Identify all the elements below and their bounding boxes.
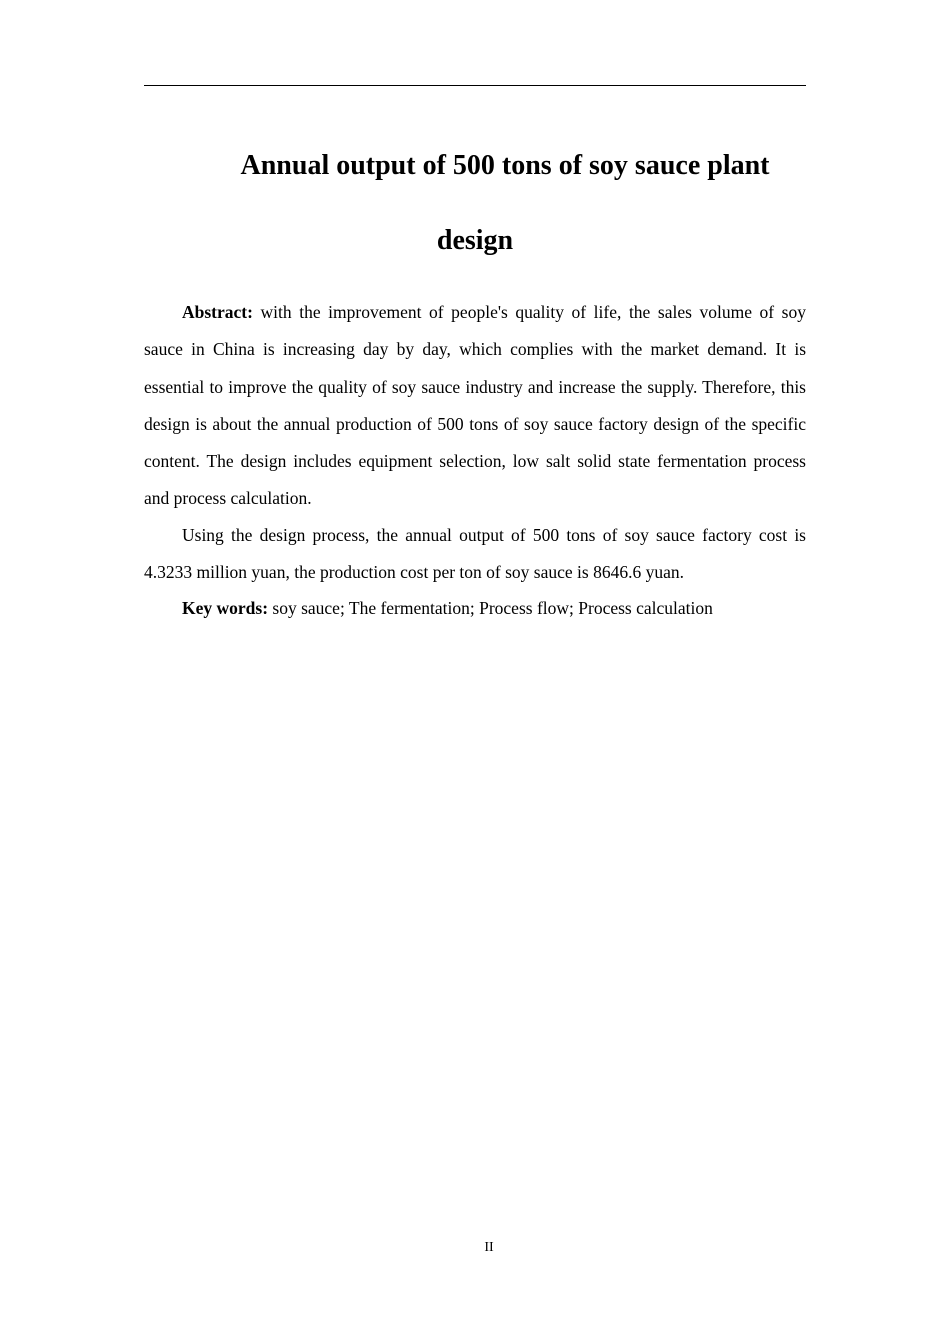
page-number: II — [484, 1240, 494, 1255]
keywords-text: soy sauce; The fermentation; Process flow; Process calculation — [272, 598, 713, 619]
keywords-paragraph — [144, 590, 806, 627]
abstract-paragraph — [144, 294, 806, 518]
document-title — [144, 128, 806, 278]
cost-paragraph: Using the design process, the annual output of 500 tons of soy sauce factory cost is 4.3233 million yuan, the production cost per ton of soy sauce is 8646.6 yuan. — [144, 524, 806, 583]
title-line-2: design — [436, 225, 514, 256]
document-body — [144, 294, 806, 628]
keywords-label: Key words: — [182, 598, 269, 619]
header-rule — [144, 85, 806, 86]
title-line-1: Annual output of 500 tons of soy sauce plant — [240, 150, 770, 181]
abstract-text: with the improvement of people's quality of life, the sales volume of soy sauce in China is increasing day by day, which complies with the market demand. It is essential to improve the quality of soy sauce industry and increase the supply. Therefore, this design is about the annual production of 500 tons of soy sauce factory design of the specific content. The design includes equipment selection, low salt solid state fermentation process and process calculation. — [144, 302, 806, 509]
abstract-label: Abstract: — [182, 302, 253, 322]
